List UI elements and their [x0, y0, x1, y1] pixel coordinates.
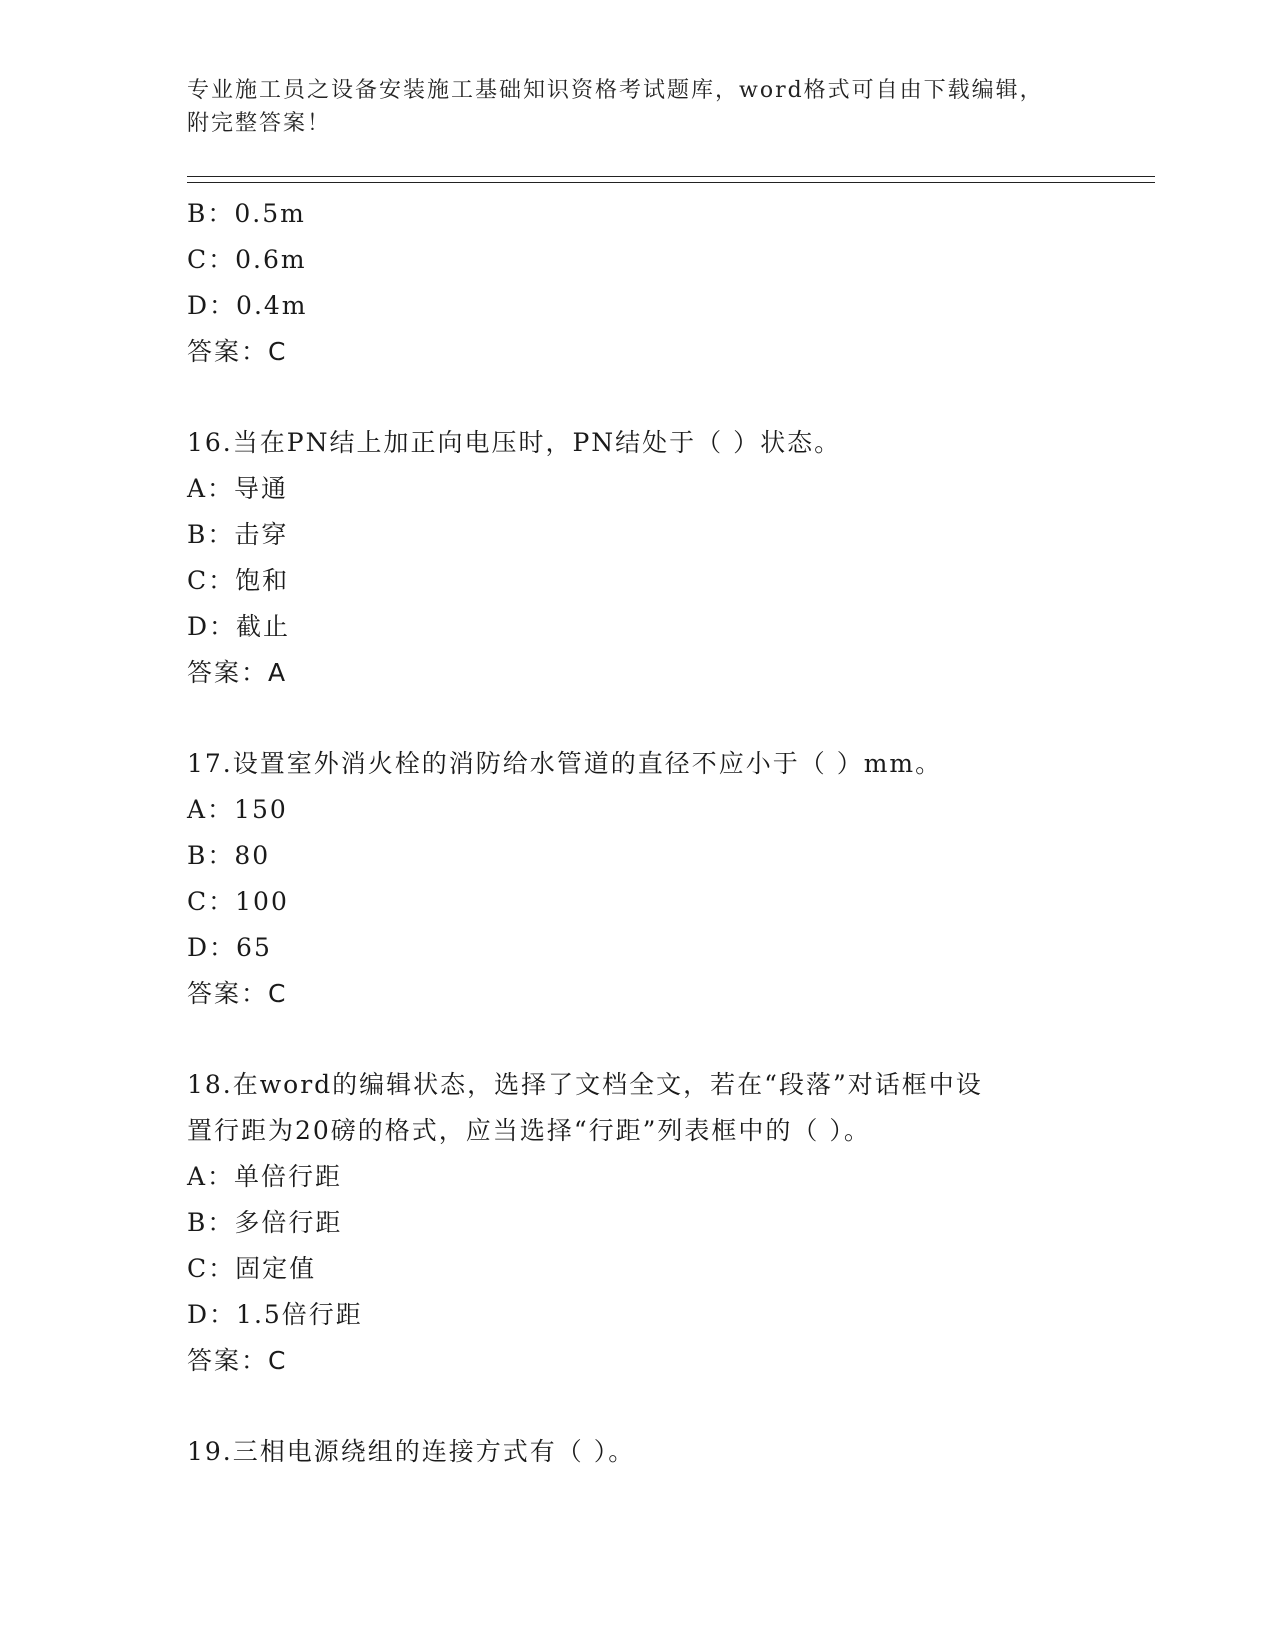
option-c: C：100: [187, 887, 289, 916]
option-c: C：0.6m: [187, 245, 307, 274]
question-text: 19.三相电源绕组的连接方式有（ ）。: [187, 1437, 636, 1466]
option-d: D：1.5倍行距: [187, 1300, 363, 1329]
option-b: B：0.5m: [187, 199, 306, 228]
question-block-19: [187, 1429, 1087, 1475]
spacer: [187, 375, 1087, 420]
answer-line: 答案：C: [187, 337, 288, 366]
option-c: C：饱和: [187, 566, 290, 595]
question-block-18: [187, 1062, 1087, 1384]
option-c: C：固定值: [187, 1254, 317, 1283]
header-line-2: 附完整答案！: [187, 111, 332, 136]
spacer: [187, 1017, 1087, 1062]
question-text: 16.当在PN结上加正向电压时，PN结处于（ ）状态。: [187, 428, 842, 457]
header-divider-bottom: [187, 182, 1155, 183]
header-line-1: 专业施工员之设备安装施工基础知识资格考试题库，word格式可自由下载编辑，: [187, 78, 1044, 103]
question-text: 17.设置室外消火栓的消防给水管道的直径不应小于（ ）mm。: [187, 749, 943, 778]
option-a: A：导通: [187, 474, 289, 503]
spacer: [187, 696, 1087, 741]
option-a: A：150: [187, 795, 288, 824]
question-block-17: [187, 741, 1087, 1017]
option-b: B：80: [187, 841, 271, 870]
answer-line: 答案：C: [187, 1346, 288, 1375]
answer-line: 答案：A: [187, 658, 288, 687]
document-body: [187, 191, 1087, 1475]
option-d: D：截止: [187, 612, 291, 641]
question-text-line-1: 18.在word的编辑状态，选择了文档全文，若在“段落”对话框中设: [187, 1070, 983, 1099]
spacer: [187, 1384, 1087, 1429]
option-a: A：单倍行距: [187, 1162, 343, 1191]
option-b: B：击穿: [187, 520, 289, 549]
question-block-16: [187, 420, 1087, 696]
document-header: [187, 74, 1067, 140]
option-d: D：0.4m: [187, 291, 308, 320]
header-divider-top: [187, 176, 1155, 177]
question-block-15: [187, 191, 1087, 375]
answer-line: 答案：C: [187, 979, 288, 1008]
option-d: D：65: [187, 933, 272, 962]
option-b: B：多倍行距: [187, 1208, 343, 1237]
question-text-line-2: 置行距为20磅的格式，应当选择“行距”列表框中的（ ）。: [187, 1116, 871, 1145]
